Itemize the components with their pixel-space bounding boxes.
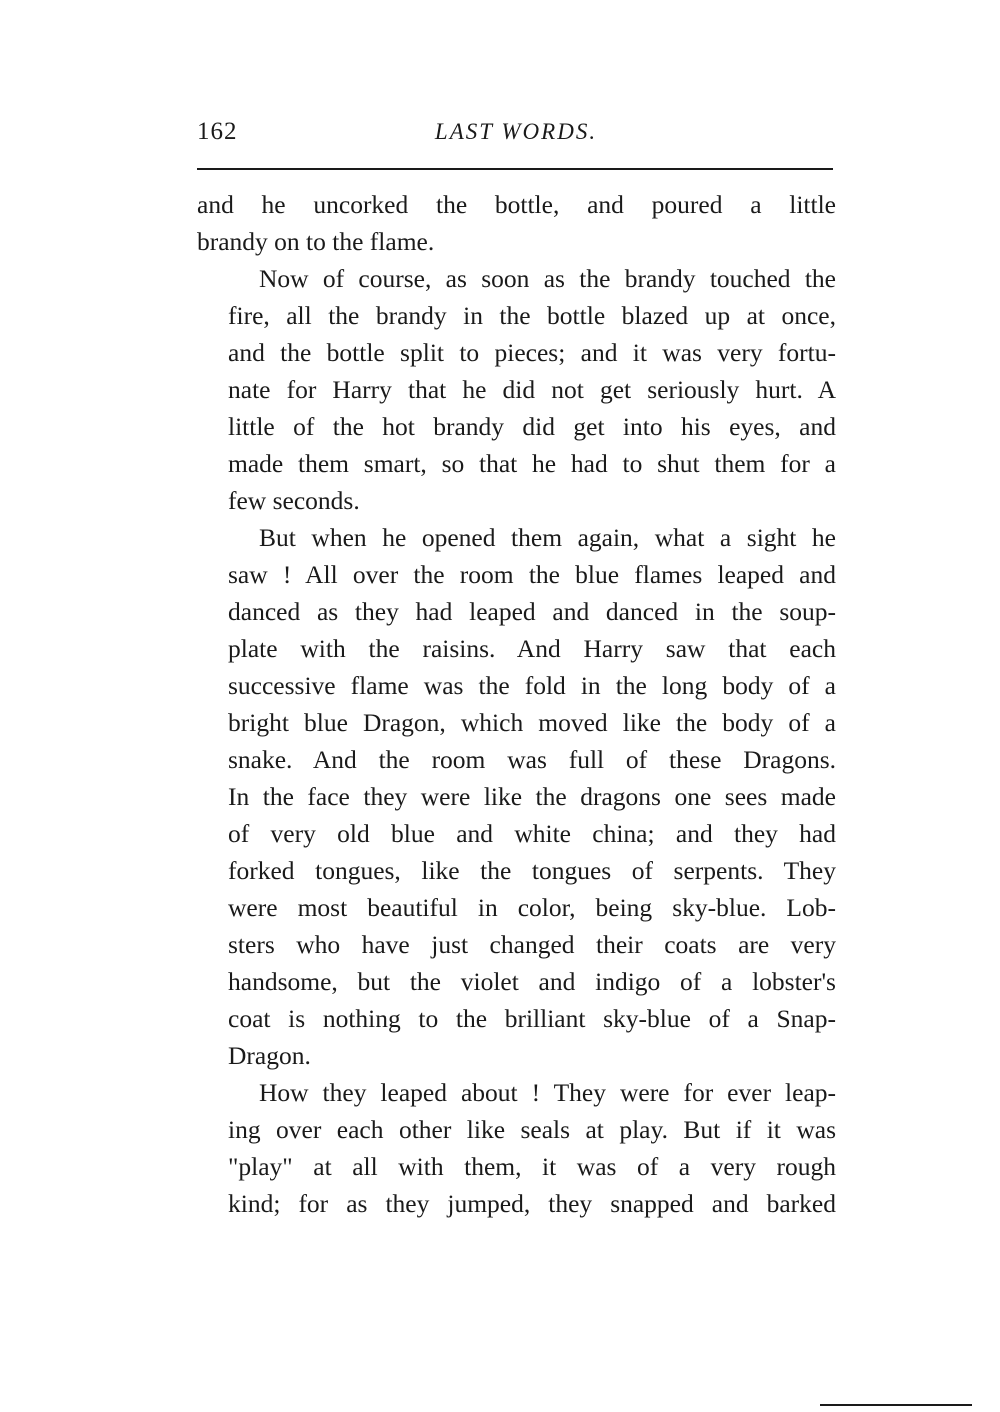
text-line: Dragon. — [228, 1041, 311, 1070]
text-line: How they leaped about ! They were for ever leap- — [259, 1078, 836, 1107]
text-line: successive flame was the fold in the long body of a — [228, 671, 836, 700]
text-line: But when he opened them again, what a sight he — [259, 523, 836, 552]
text-line: bright blue Dragon, which moved like the body of a — [228, 708, 836, 737]
text-line: were most beautiful in color, being sky-blue. Lob- — [228, 893, 836, 922]
text-line: brandy on to the flame. — [197, 227, 435, 256]
paragraph-2 — [197, 260, 836, 519]
text-line: plate with the raisins. And Harry saw that each — [228, 634, 836, 663]
paragraph-1 — [197, 186, 836, 260]
text-line: coat is nothing to the brilliant sky-blue of a Snap- — [228, 1004, 836, 1033]
text-line: of very old blue and white china; and they had — [228, 819, 836, 848]
text-line: handsome, but the violet and indigo of a lobster's — [228, 967, 836, 996]
text-line: and the bottle split to pieces; and it was very fortu- — [228, 338, 836, 367]
text-line: snake. And the room was full of these Dragons. — [228, 745, 836, 774]
text-line: ing over each other like seals at play. But if it was — [228, 1115, 836, 1144]
text-line: In the face they were like the dragons one sees made — [228, 782, 836, 811]
page-header — [197, 112, 835, 152]
text-line: and he uncorked the bottle, and poured a little — [197, 190, 836, 219]
text-line: nate for Harry that he did not get seriously hurt. A — [228, 375, 836, 404]
footer-rule — [820, 1404, 972, 1406]
text-line: forked tongues, like the tongues of serpents. They — [228, 856, 836, 885]
running-title: LAST WORDS. — [434, 119, 598, 144]
body-text — [197, 186, 836, 1222]
text-line: Now of course, as soon as the brandy touched the — [259, 264, 836, 293]
page-number: 162 — [197, 118, 238, 145]
text-line: danced as they had leaped and danced in the soup- — [228, 597, 836, 626]
text-line: little of the hot brandy did get into his eyes, and — [228, 412, 836, 441]
text-line: sters who have just changed their coats are very — [228, 930, 836, 959]
paragraph-4 — [197, 1074, 836, 1222]
paragraph-3 — [197, 519, 836, 1074]
text-line: fire, all the brandy in the bottle blazed up at once, — [228, 301, 836, 330]
header-rule — [197, 168, 833, 170]
text-line: saw ! All over the room the blue flames leaped and — [228, 560, 836, 589]
text-line: made them smart, so that he had to shut them for a — [228, 449, 836, 478]
text-line: "play" at all with them, it was of a very rough — [228, 1152, 836, 1181]
text-line: kind; for as they jumped, they snapped and barked — [228, 1189, 836, 1218]
text-line: few seconds. — [228, 486, 360, 515]
